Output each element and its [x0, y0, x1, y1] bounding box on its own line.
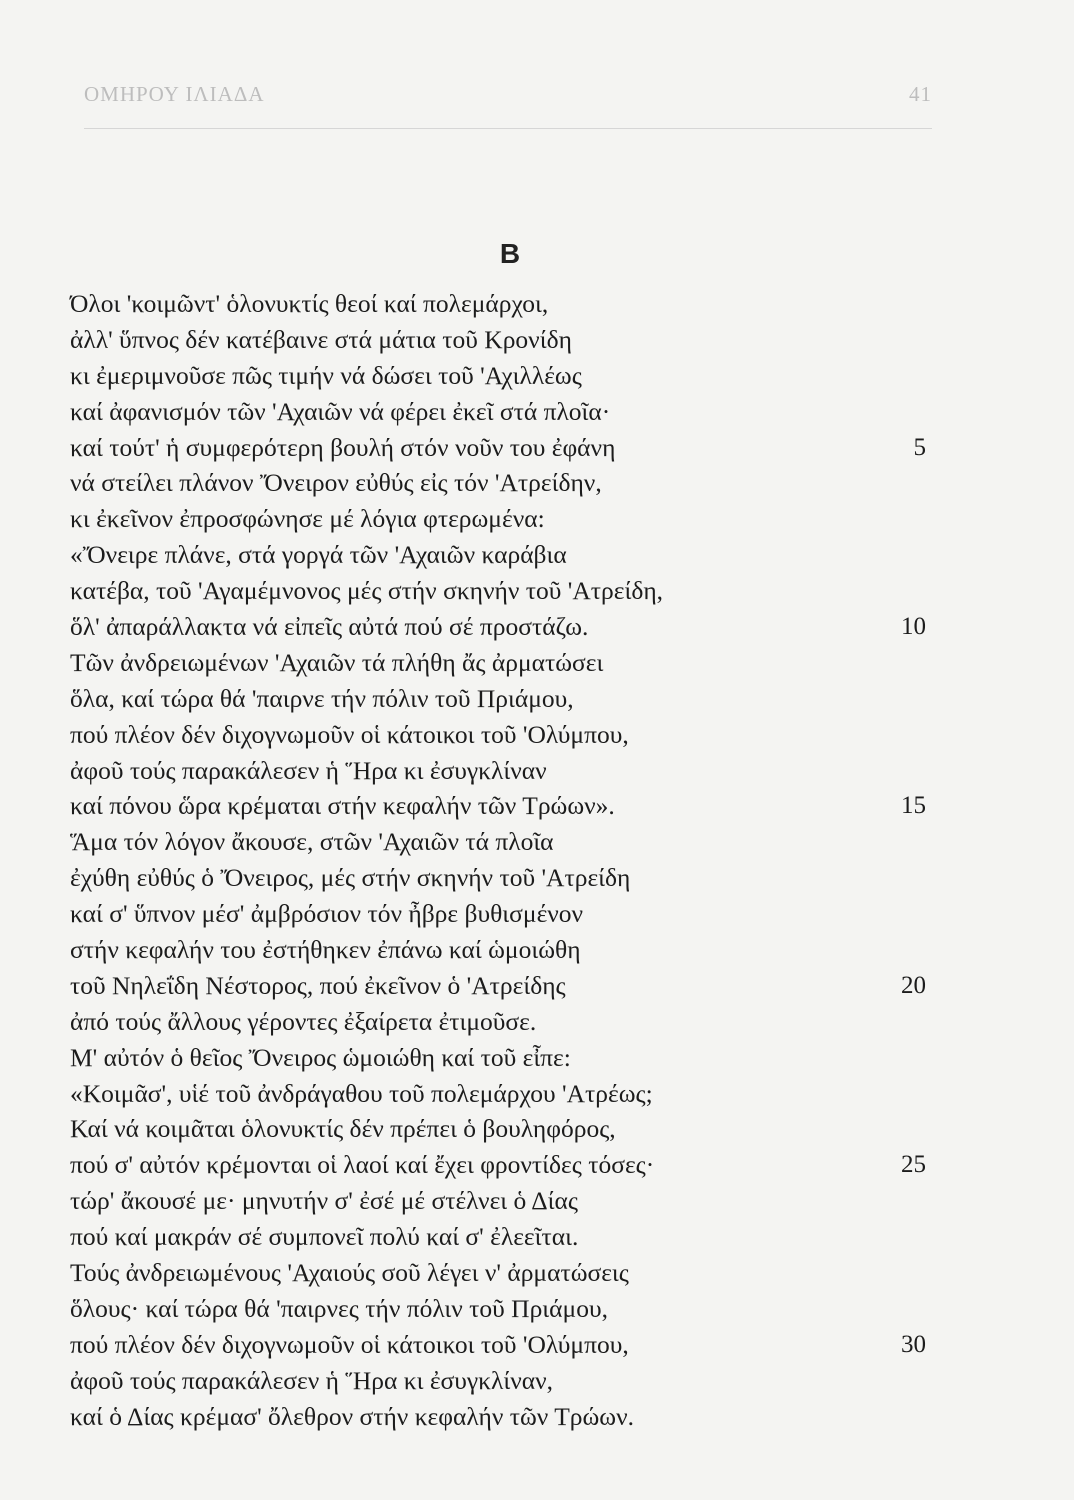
verse-text: κι ἐμεριμνοῦσε πῶς τιμήν νά δώσει τοῦ 'Αχιλλέως [70, 360, 582, 390]
verse-line [70, 501, 930, 537]
verse-line [70, 1004, 930, 1040]
verse-text: πού πλέον δέν διχογνωμοῦν οἱ κάτοικοι τοῦ 'Ολύμπου, [70, 719, 629, 749]
verse-line [70, 1076, 930, 1112]
verse-text: ἀφοῦ τούς παρακάλεσεν ἡ Ἥρα κι ἐσυγκλίναν [70, 755, 547, 785]
running-header [84, 82, 932, 112]
verse-line [70, 681, 930, 717]
verse-line [70, 609, 930, 645]
verse-line [70, 824, 930, 860]
verse-text: πού πλέον δέν διχογνωμοῦν οἱ κάτοικοι τοῦ 'Ολύμπου, [70, 1329, 629, 1359]
verse-line [70, 1363, 930, 1399]
verse-line [70, 1111, 930, 1147]
verse-line [70, 1399, 930, 1435]
verse-text: καί ἀφανισμόν τῶν 'Αχαιῶν νά φέρει ἐκεῖ στά πλοῖα· [70, 396, 611, 426]
verse-text: καί σ' ὕπνον μέσ' ἀμβρόσιον τόν ἦβρε βυθισμένον [70, 899, 584, 929]
verse-line [70, 1219, 930, 1255]
verse-line [70, 788, 930, 824]
verse-text: ἐχύθη εὐθύς ὁ Ὄνειρος, μές στήν σκηνήν τοῦ 'Ατρείδη [70, 863, 631, 893]
verse-line [70, 322, 930, 358]
verse-text: ἀπό τούς ἄλλους γέροντες ἐξαίρετα ἐτιμοῦσε. [70, 1006, 537, 1036]
line-number: 10 [901, 613, 926, 641]
verse-line [70, 645, 930, 681]
verse-line [70, 1255, 930, 1291]
line-number: 25 [901, 1151, 926, 1179]
verse-text: ὅλ' ἀπαράλλακτα νά εἰπεῖς αὐτά πού σέ προστάζω. [70, 612, 589, 642]
verse-text: νά στείλει πλάνον Ὄνειρον εὐθύς εἰς τόν 'Ατρείδην, [70, 468, 602, 498]
running-header-title: ΟΜΗΡΟΥ ΙΛΙΑΔΑ [84, 82, 265, 106]
verse-text: Τούς ἀνδρειωμένους 'Αχαιούς σοῦ λέγει ν' ἀρματώσεις [70, 1258, 629, 1288]
line-number: 20 [901, 971, 926, 999]
verse-text: στήν κεφαλήν του ἐστήθηκεν ἐπάνω καί ὡμοιώθη [70, 935, 581, 965]
verse-text: Καί νά κοιμᾶται ὁλονυκτίς δέν πρέπει ὁ βουληφόρος, [70, 1114, 616, 1144]
verse-text: ἀλλ' ὕπνος δέν κατέβαινε στά μάτια τοῦ Κρονίδη [70, 324, 572, 354]
verse-text: κατέβα, τοῦ 'Αγαμέμνονος μές στήν σκηνήν τοῦ 'Ατρείδη, [70, 576, 664, 606]
verse-text: Τῶν ἀνδρειωμένων 'Αχαιῶν τά πλήθη ἄς ἀρματώσει [70, 647, 604, 677]
verse-line [70, 1327, 930, 1363]
verse-line [70, 753, 930, 789]
verse-line [70, 358, 930, 394]
verse-text: «Κοιμᾶσ', υἱέ τοῦ ἀνδράγαθου τοῦ πολεμάρχου 'Ατρέως; [70, 1078, 653, 1108]
verse-text: ὅλα, καί τώρα θά 'παιρνε τήν πόλιν τοῦ Πριάμου, [70, 683, 574, 713]
verse-line [70, 465, 930, 501]
verse-line [70, 1291, 930, 1327]
verse-line [70, 932, 930, 968]
verse-line [70, 968, 930, 1004]
verse-line [70, 1040, 930, 1076]
verse-block [70, 286, 930, 1435]
verse-text: ὅλους· καί τώρα θά 'παιρνες τήν πόλιν τοῦ Πριάμου, [70, 1293, 608, 1323]
verse-line [70, 1183, 930, 1219]
verse-text: κι ἐκεῖνον ἐπροσφώνησε μέ λόγια φτερωμένα: [70, 504, 545, 534]
verse-line [70, 430, 930, 466]
page-number: 41 [909, 82, 932, 106]
line-number: 5 [913, 433, 926, 461]
line-number: 30 [901, 1330, 926, 1358]
verse-text: Μ' αὐτόν ὁ θεῖος Ὄνειρος ὡμοιώθη καί τοῦ εἶπε: [70, 1042, 571, 1072]
verse-text: πού σ' αὐτόν κρέμονται οἱ λαοί καί ἔχει φροντίδες τόσες· [70, 1150, 655, 1180]
verse-text: καί ὁ Δίας κρέμασ' ὄλεθρον στήν κεφαλήν τῶν Τρώων. [70, 1401, 634, 1431]
verse-line [70, 1147, 930, 1183]
verse-text: ἀφοῦ τούς παρακάλεσεν ἡ Ἥρα κι ἐσυγκλίναν, [70, 1365, 554, 1395]
verse-text: πού καί μακράν σέ συμπονεῖ πολύ καί σ' ἐλεεῖται. [70, 1222, 579, 1252]
verse-text: Ἅμα τόν λόγον ἄκουσε, στῶν 'Αχαιῶν τά πλοῖα [70, 827, 554, 857]
verse-line [70, 860, 930, 896]
header-rule [84, 128, 932, 129]
verse-line [70, 573, 930, 609]
verse-text: τώρ' ἄκουσέ με· μηνυτήν σ' ἐσέ μέ στέλνει ὁ Δίας [70, 1186, 578, 1216]
verse-line [70, 896, 930, 932]
verse-line [70, 537, 930, 573]
verse-text: τοῦ Νηλεΐδη Νέστορος, πού ἐκεῖνον ὁ 'Ατρείδης [70, 970, 566, 1000]
verse-line [70, 717, 930, 753]
verse-text: καί τούτ' ἡ συμφερότερη βουλή στόν νοῦν του ἐφάνη [70, 432, 616, 462]
book-letter: Β [499, 238, 521, 269]
verse-text: καί πόνου ὥρα κρέμαται στήν κεφαλήν τῶν Τρώων». [70, 791, 615, 821]
verse-line [70, 394, 930, 430]
verse-line [70, 286, 930, 322]
line-number: 15 [901, 792, 926, 820]
verse-text: «Ὄνειρε πλάνε, στά γοργά τῶν 'Αχαιῶν καράβια [70, 540, 567, 570]
verse-text: Όλοι 'κοιμῶντ' ὁλονυκτίς θεοί καί πολεμάρχοι, [70, 289, 549, 318]
